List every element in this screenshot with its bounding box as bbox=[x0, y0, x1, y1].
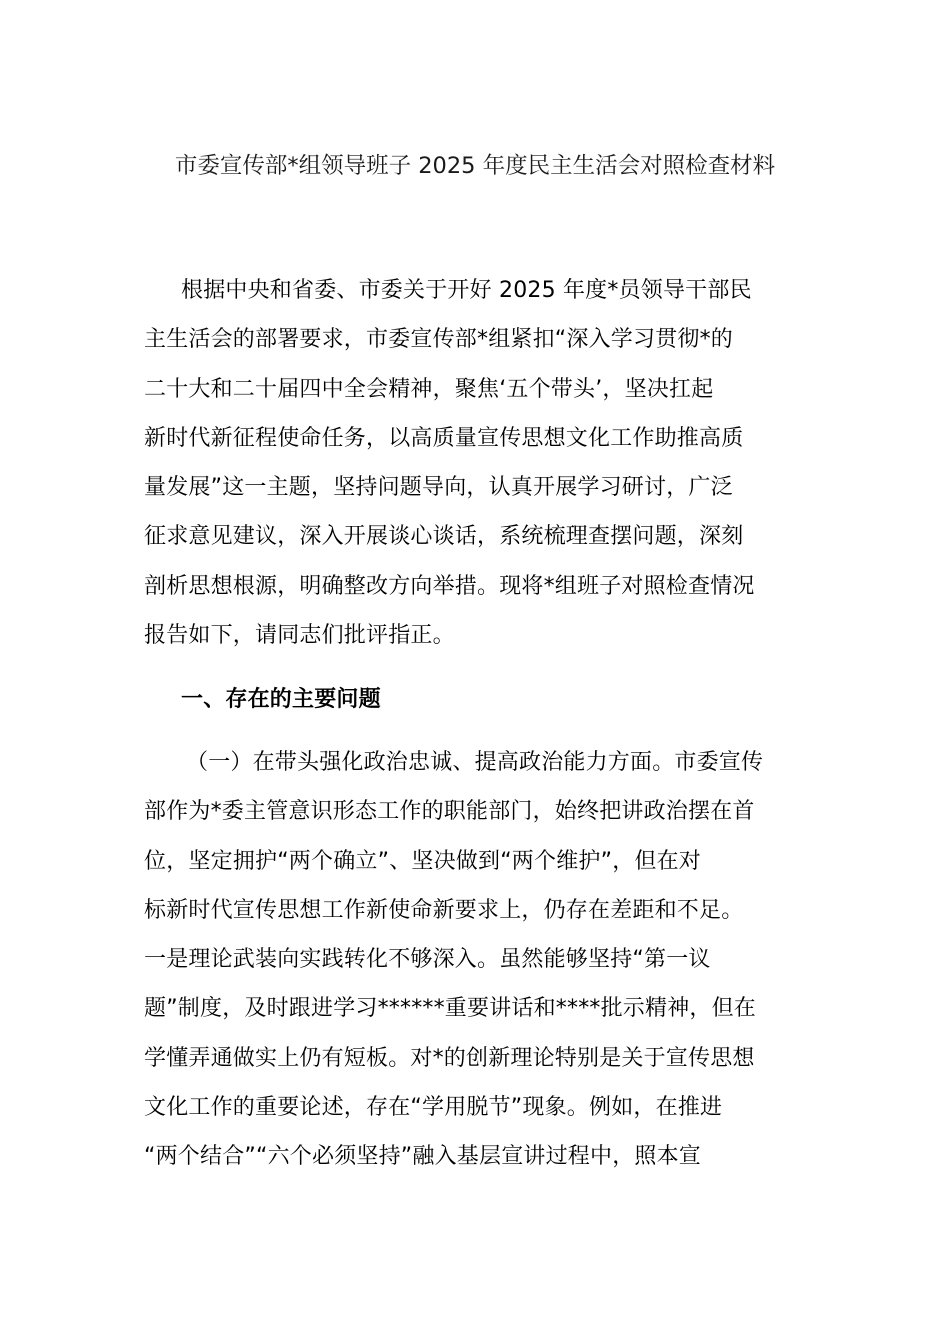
section-1-line: 题”制度，及时跟进学习******重要讲话和****批示精神，但在 bbox=[144, 996, 756, 1022]
intro-line: 量发展”这一主题，坚持问题导向，认真开展学习研讨，广泛 bbox=[144, 475, 733, 501]
section-1-line: 位，坚定拥护“两个确立”、坚决做到“两个维护”，但在对 bbox=[144, 848, 701, 874]
document-title: 市委宣传部*组领导班子 2025 年度民主生活会对照检查材料 bbox=[174, 153, 776, 179]
section-1-line: 文化工作的重要论述，存在“学用脱节”现象。例如，在推进 bbox=[144, 1095, 723, 1121]
section-1-line: 学懂弄通做实上仍有短板。对*的创新理论特别是关于宣传思想 bbox=[144, 1045, 755, 1071]
section-1-line: （一）在带头强化政治忠诚、提高政治能力方面。市委宣传 bbox=[186, 750, 764, 775]
section-1-paragraph bbox=[144, 738, 814, 1182]
intro-line: 主生活会的部署要求，市委宣传部*组紧扣“深入学习贯彻*的 bbox=[144, 327, 733, 353]
intro-line: 二十大和二十届四中全会精神，聚焦‘五个带头’，坚决扛起 bbox=[144, 376, 714, 402]
intro-paragraph bbox=[144, 266, 814, 660]
section-heading bbox=[144, 675, 814, 724]
intro-line: 根据中央和省委、市委关于开好 2025 年度*员领导干部民 bbox=[181, 278, 752, 303]
section-1-line: 部作为*委主管意识形态工作的职能部门，始终把讲政治摆在首 bbox=[144, 799, 755, 825]
section-1-heading: 一、存在的主要问题 bbox=[181, 687, 381, 712]
intro-line: 剖析思想根源，明确整改方向举措。现将*组班子对照检查情况 bbox=[144, 573, 755, 599]
intro-line: 新时代新征程使命任务，以高质量宣传思想文化工作助推高质 bbox=[144, 425, 744, 451]
section-1-line: 一是理论武装向实践转化不够深入。虽然能够坚持“第一议 bbox=[144, 947, 711, 973]
section-1-line: 标新时代宣传思想工作新使命新要求上，仍存在差距和不足。 bbox=[144, 897, 744, 923]
intro-line: 征求意见建议，深入开展谈心谈话，系统梳理查摆问题，深刻 bbox=[144, 524, 744, 550]
intro-line: 报告如下，请同志们批评指正。 bbox=[144, 623, 455, 649]
section-1-line: “两个结合”“六个必须坚持”融入基层宣讲过程中，照本宣 bbox=[144, 1144, 701, 1170]
